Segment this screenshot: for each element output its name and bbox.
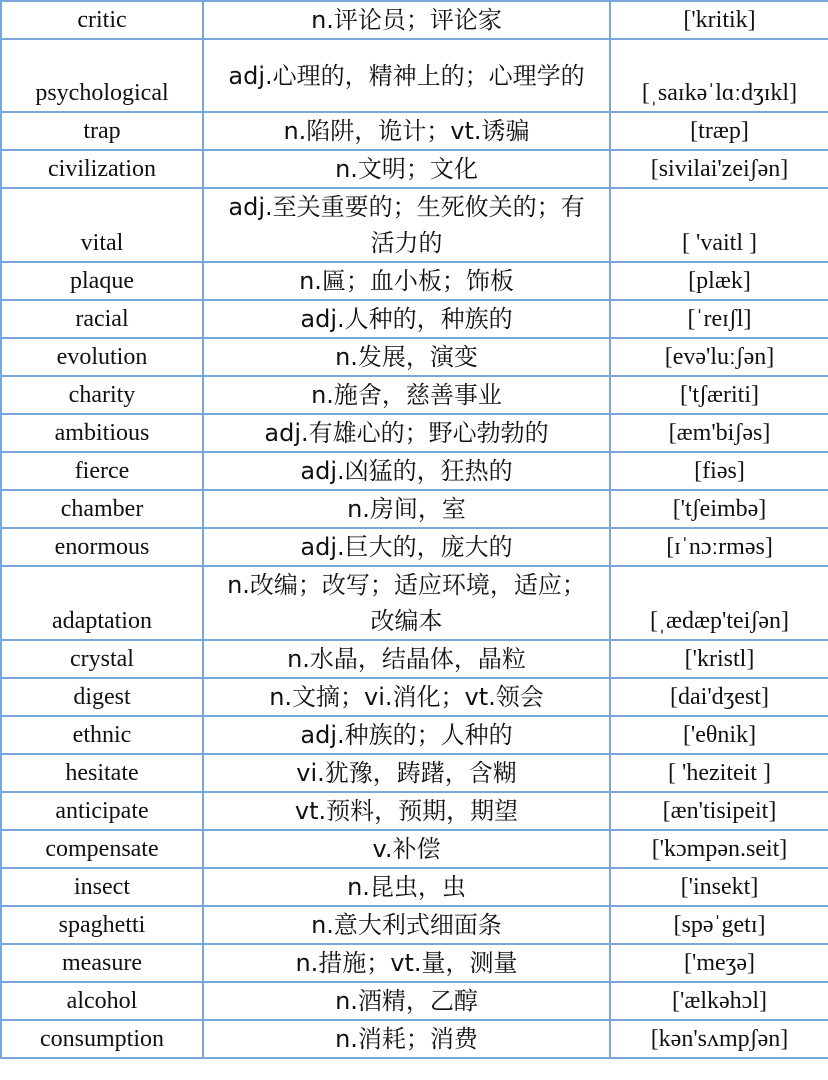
- vocab-row: [1, 944, 828, 982]
- vocab-word: fierce: [1, 452, 203, 490]
- vocab-meaning-cell: [203, 830, 610, 868]
- vocab-meaning: n.文摘；vi.消化；vt.领会: [269, 683, 544, 711]
- vocab-word: digest: [1, 678, 203, 716]
- vocab-row: [1, 338, 828, 376]
- vocab-phonetic: [træp]: [610, 112, 828, 150]
- vocab-meaning: n.酒精，乙醇: [335, 987, 478, 1015]
- vocab-meaning: n.匾；血小板；饰板: [299, 267, 514, 295]
- vocab-meaning-cell: [203, 150, 610, 188]
- vocab-meaning-cell: [203, 906, 610, 944]
- vocab-row: [1, 490, 828, 528]
- vocab-phonetic: ['ælkəhɔl]: [610, 982, 828, 1020]
- vocab-meaning-cell: [203, 39, 610, 112]
- vocab-word: consumption: [1, 1020, 203, 1058]
- vocab-meaning: adj.人种的，种族的: [300, 305, 513, 333]
- vocab-meaning: n.房间，室: [347, 495, 466, 523]
- vocab-meaning: vi.犹豫，踌躇，含糊: [296, 759, 517, 787]
- vocab-meaning-cell: [203, 754, 610, 792]
- vocab-phonetic: [æm'biʃəs]: [610, 414, 828, 452]
- vocab-phonetic: ['kritik]: [610, 1, 828, 39]
- vocab-word: vital: [1, 188, 203, 262]
- vocab-meaning-cell: [203, 678, 610, 716]
- vocab-row: [1, 188, 828, 262]
- vocab-meaning-cell: [203, 490, 610, 528]
- vocab-meaning-cell: [203, 300, 610, 338]
- vocab-phonetic: [ 'vaitl ]: [610, 188, 828, 262]
- vocab-meaning: n.昆虫，虫: [347, 873, 466, 901]
- vocab-phonetic: [sivilai'zeiʃən]: [610, 150, 828, 188]
- vocab-meaning-cell: [203, 716, 610, 754]
- vocab-meaning: n.措施；vt.量，测量: [295, 949, 518, 977]
- vocab-word: crystal: [1, 640, 203, 678]
- vocab-meaning: n.意大利式细面条: [311, 911, 502, 939]
- vocab-word: hesitate: [1, 754, 203, 792]
- vocab-word: anticipate: [1, 792, 203, 830]
- vocab-meaning: adj.凶猛的，狂热的: [300, 457, 513, 485]
- vocab-phonetic: ['meʒə]: [610, 944, 828, 982]
- vocab-row: [1, 792, 828, 830]
- vocab-row: [1, 452, 828, 490]
- vocab-meaning-cell: [203, 566, 610, 640]
- vocab-meaning: v.补偿: [372, 835, 441, 863]
- vocab-phonetic: ['kɔmpən.seit]: [610, 830, 828, 868]
- vocab-row: [1, 716, 828, 754]
- vocab-word: evolution: [1, 338, 203, 376]
- vocab-phonetic: [evə'luːʃən]: [610, 338, 828, 376]
- vocab-phonetic: [æn'tisipeit]: [610, 792, 828, 830]
- vocab-row: [1, 528, 828, 566]
- vocab-meaning-cell: [203, 1, 610, 39]
- vocab-row: [1, 868, 828, 906]
- vocab-meaning: n.水晶，结晶体，晶粒: [287, 645, 526, 673]
- vocab-row: [1, 414, 828, 452]
- vocab-row: [1, 262, 828, 300]
- vocab-word: psychological: [1, 39, 203, 112]
- vocab-phonetic: ['eθnik]: [610, 716, 828, 754]
- vocab-phonetic: [ˈreɪʃl]: [610, 300, 828, 338]
- vocab-meaning: n.发展，演变: [335, 343, 478, 371]
- vocab-word: insect: [1, 868, 203, 906]
- vocab-meaning-cell: [203, 528, 610, 566]
- vocab-phonetic: ['tʃæriti]: [610, 376, 828, 414]
- vocab-phonetic: ['insekt]: [610, 868, 828, 906]
- vocab-meaning-cell: [203, 112, 610, 150]
- vocab-row: [1, 566, 828, 640]
- vocab-word: critic: [1, 1, 203, 39]
- vocab-word: trap: [1, 112, 203, 150]
- vocab-phonetic: ['tʃeimbə]: [610, 490, 828, 528]
- vocab-meaning-cell: [203, 414, 610, 452]
- vocab-row: [1, 112, 828, 150]
- vocabulary-table-body: [1, 1, 828, 1058]
- vocab-meaning: adj.至关重要的；生死攸关的；有活力的: [228, 193, 585, 257]
- vocab-meaning-cell: [203, 338, 610, 376]
- vocab-meaning: adj.巨大的，庞大的: [300, 533, 513, 561]
- vocab-meaning-cell: [203, 792, 610, 830]
- vocab-phonetic: [dai'dʒest]: [610, 678, 828, 716]
- vocab-meaning: n.评论员；评论家: [311, 6, 502, 34]
- vocab-row: [1, 376, 828, 414]
- vocab-meaning: adj.心理的，精神上的；心理学的: [228, 61, 585, 90]
- vocab-word: measure: [1, 944, 203, 982]
- vocab-meaning-cell: [203, 188, 610, 262]
- vocab-meaning-cell: [203, 944, 610, 982]
- vocab-phonetic: [ 'heziteit ]: [610, 754, 828, 792]
- vocab-meaning: n.文明；文化: [335, 155, 478, 183]
- vocab-word: charity: [1, 376, 203, 414]
- vocab-word: racial: [1, 300, 203, 338]
- vocab-word: chamber: [1, 490, 203, 528]
- vocab-word: alcohol: [1, 982, 203, 1020]
- vocab-row: [1, 640, 828, 678]
- vocab-phonetic: [ˌsaɪkəˈlɑːdʒɪkl]: [610, 39, 828, 112]
- vocab-phonetic: [kən'sʌmpʃən]: [610, 1020, 828, 1058]
- vocab-meaning-cell: [203, 452, 610, 490]
- vocab-word: spaghetti: [1, 906, 203, 944]
- vocab-row: [1, 982, 828, 1020]
- vocab-phonetic: [ˌædæp'teiʃən]: [610, 566, 828, 640]
- vocab-meaning: n.施舍，慈善事业: [311, 381, 502, 409]
- vocab-row: [1, 39, 828, 112]
- vocab-meaning: adj.有雄心的；野心勃勃的: [264, 419, 549, 447]
- vocab-word: ethnic: [1, 716, 203, 754]
- vocab-meaning: n.改编；改写；适应环境，适应；改编本: [227, 571, 586, 635]
- vocab-meaning: n.陷阱，诡计；vt.诱骗: [283, 117, 530, 145]
- vocab-phonetic: [fiəs]: [610, 452, 828, 490]
- vocab-phonetic: [spəˈgetɪ]: [610, 906, 828, 944]
- vocab-meaning-cell: [203, 1020, 610, 1058]
- vocab-word: ambitious: [1, 414, 203, 452]
- vocab-row: [1, 1020, 828, 1058]
- vocab-row: [1, 754, 828, 792]
- vocab-phonetic: [plæk]: [610, 262, 828, 300]
- vocab-meaning: vt.预料，预期，期望: [294, 797, 519, 825]
- vocab-row: [1, 1, 828, 39]
- vocab-row: [1, 906, 828, 944]
- vocab-meaning-cell: [203, 376, 610, 414]
- vocab-word: plaque: [1, 262, 203, 300]
- vocab-row: [1, 300, 828, 338]
- vocab-row: [1, 150, 828, 188]
- vocab-meaning-cell: [203, 262, 610, 300]
- vocab-meaning-cell: [203, 640, 610, 678]
- vocab-meaning-cell: [203, 868, 610, 906]
- vocab-word: enormous: [1, 528, 203, 566]
- vocab-row: [1, 830, 828, 868]
- vocab-meaning-cell: [203, 982, 610, 1020]
- vocab-meaning: n.消耗；消费: [335, 1025, 478, 1053]
- vocab-word: adaptation: [1, 566, 203, 640]
- vocab-phonetic: [ɪˈnɔːrməs]: [610, 528, 828, 566]
- vocab-word: civilization: [1, 150, 203, 188]
- vocab-row: [1, 678, 828, 716]
- vocab-word: compensate: [1, 830, 203, 868]
- vocab-phonetic: ['kristl]: [610, 640, 828, 678]
- vocab-meaning: adj.种族的；人种的: [300, 721, 513, 749]
